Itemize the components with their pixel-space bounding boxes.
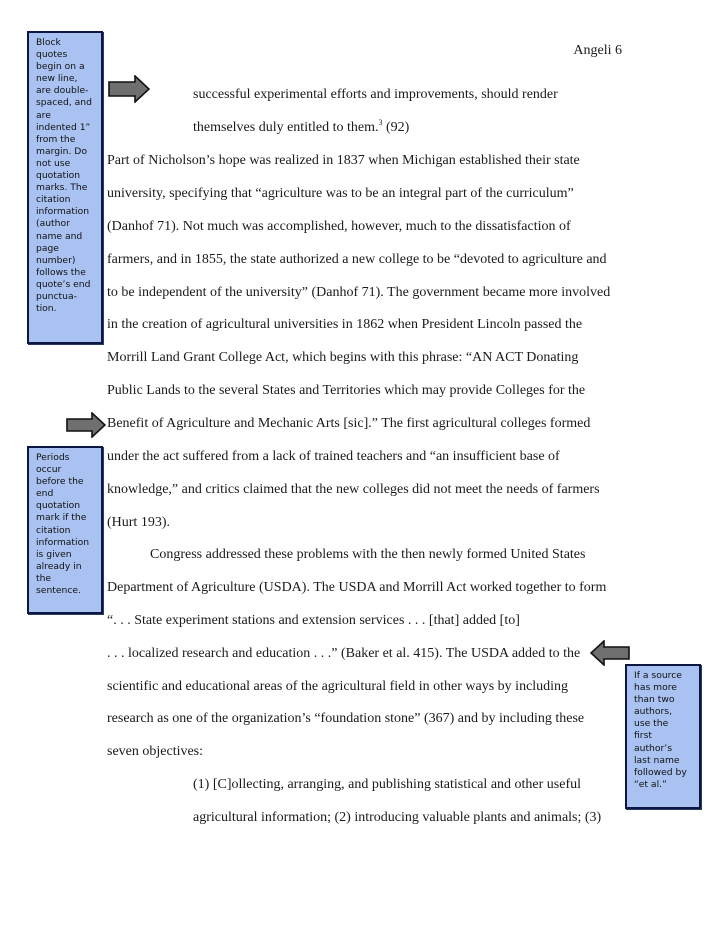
body-line: agricultural information; (2) introducing valuable plants and animals; (3): [193, 810, 602, 825]
body-line: Part of Nicholson’s hope was realized in 1837 when Michigan established their state: [107, 153, 580, 168]
body-line: Benefit of Agriculture and Mechanic Arts [sic].” The first agricultural colleges formed: [107, 416, 591, 431]
page-header: Angeli 6: [573, 43, 622, 58]
et-al-annotation-text: If a source has more than two authors, use the first author’s last name followed by “et al.”: [634, 670, 687, 790]
body-line: Public Lands to the several States and Territories which may provide Colleges for the: [107, 383, 586, 398]
et-al-annotation: [625, 664, 701, 809]
body-line: to be independent of the university” (Danhof 71). The government became more involved: [107, 285, 611, 300]
body-line: farmers, and in 1855, the state authorized a new college to be “devoted to agriculture and: [107, 252, 607, 267]
footnote-marker: 3: [378, 118, 383, 127]
right-arrow-icon: [108, 75, 150, 103]
body-line: seven objectives:: [107, 744, 204, 759]
period-placement-annotation-text: Periods occur before the end quotation mark if the citation information is given already in the sentence.: [36, 452, 90, 597]
body-line: Morrill Land Grant College Act, which begins with this phrase: “AN ACT Donating: [107, 350, 579, 365]
body-line: successful experimental efforts and improvements, should render: [193, 87, 558, 102]
body-line: (Hurt 193).: [107, 515, 170, 530]
body-line: Congress addressed these problems with the then newly formed United States: [150, 547, 586, 562]
citation: (92): [382, 120, 410, 135]
body-line: scientific and educational areas of the agricultural field in other ways by including: [107, 679, 569, 694]
block-quote-annotation-text: Block quotes begin on a new line, are double- spaced, and are indented 1” from the margin. Do not use quotation marks. The citation information (author name and page number) follows the quote’s end punctua- tion.: [36, 37, 92, 315]
period-placement-annotation: [27, 446, 103, 614]
body-line: (1) [C]ollecting, arranging, and publishing statistical and other useful: [193, 777, 582, 792]
body-line: . . . localized research and education . . .” (Baker et al. 415). The USDA added to the: [107, 646, 581, 661]
body-line: (Danhof 71). Not much was accomplished, however, much to the dissatisfaction of: [107, 219, 571, 234]
body-line: under the act suffered from a lack of trained teachers and “an insufficient base of: [107, 449, 560, 464]
body-line: Department of Agriculture (USDA). The USDA and Morrill Act worked together to form: [107, 580, 607, 595]
body-line: [193, 120, 409, 136]
body-line: knowledge,” and critics claimed that the new colleges did not meet the needs of farmers: [107, 482, 600, 497]
body-text: themselves duly entitled to them.: [193, 120, 379, 135]
right-arrow-icon: [66, 412, 106, 438]
body-line: university, specifying that “agriculture was to be an integral part of the curriculum”: [107, 186, 574, 201]
body-line: in the creation of agricultural universities in 1862 when President Lincoln passed the: [107, 317, 583, 332]
body-line: “. . . State experiment stations and extension services . . . [that] added [to]: [107, 613, 520, 628]
block-quote-annotation: [27, 31, 103, 344]
body-line: research as one of the organization’s “foundation stone” (367) and by including these: [107, 711, 585, 726]
left-arrow-icon: [590, 640, 630, 666]
